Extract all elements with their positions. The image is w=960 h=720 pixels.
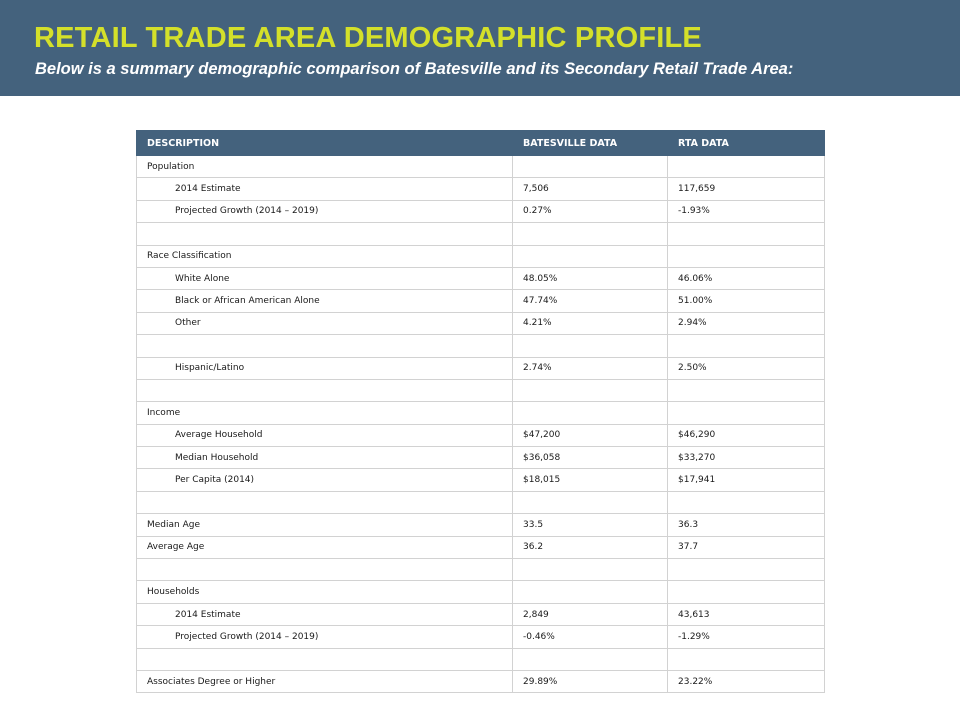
row-rta-value: 37.7 bbox=[668, 536, 825, 558]
row-batesville-value bbox=[513, 156, 668, 178]
table-row bbox=[137, 223, 825, 245]
row-batesville-value: 33.5 bbox=[513, 514, 668, 536]
table-row bbox=[137, 335, 825, 357]
row-description: Per Capita (2014) bbox=[137, 469, 513, 491]
table-row bbox=[137, 178, 825, 200]
row-description: Projected Growth (2014 – 2019) bbox=[137, 626, 513, 648]
page-subtitle: Below is a summary demographic comparison of Batesville and its Secondary Retail Trade Area: bbox=[35, 60, 794, 78]
row-rta-value: -1.29% bbox=[668, 626, 825, 648]
row-batesville-value bbox=[513, 223, 668, 245]
row-batesville-value: 2,849 bbox=[513, 603, 668, 625]
row-description: 2014 Estimate bbox=[137, 178, 513, 200]
row-batesville-value bbox=[513, 648, 668, 670]
row-description: White Alone bbox=[137, 267, 513, 289]
row-description: Projected Growth (2014 – 2019) bbox=[137, 200, 513, 222]
row-rta-value: 2.50% bbox=[668, 357, 825, 379]
row-rta-value: $46,290 bbox=[668, 424, 825, 446]
row-rta-value: 117,659 bbox=[668, 178, 825, 200]
table-row bbox=[137, 156, 825, 178]
row-description: Hispanic/Latino bbox=[137, 357, 513, 379]
row-batesville-value: 36.2 bbox=[513, 536, 668, 558]
row-description: Median Age bbox=[137, 514, 513, 536]
row-batesville-value: 4.21% bbox=[513, 312, 668, 334]
row-batesville-value: 7,506 bbox=[513, 178, 668, 200]
header-banner bbox=[0, 0, 960, 96]
row-description bbox=[137, 491, 513, 513]
table-row bbox=[137, 581, 825, 603]
row-rta-value bbox=[668, 379, 825, 401]
column-header-description: DESCRIPTION bbox=[137, 131, 513, 156]
table-row bbox=[137, 626, 825, 648]
table-row bbox=[137, 290, 825, 312]
column-header-batesville: BATESVILLE DATA bbox=[513, 131, 668, 156]
row-description bbox=[137, 223, 513, 245]
row-description bbox=[137, 335, 513, 357]
row-description: Black or African American Alone bbox=[137, 290, 513, 312]
row-batesville-value: 2.74% bbox=[513, 357, 668, 379]
table-row bbox=[137, 312, 825, 334]
table-row bbox=[137, 402, 825, 424]
row-description: Average Household bbox=[137, 424, 513, 446]
row-batesville-value bbox=[513, 559, 668, 581]
row-description bbox=[137, 559, 513, 581]
row-rta-value bbox=[668, 491, 825, 513]
row-batesville-value: 0.27% bbox=[513, 200, 668, 222]
row-rta-value: $17,941 bbox=[668, 469, 825, 491]
row-description bbox=[137, 379, 513, 401]
row-rta-value bbox=[668, 648, 825, 670]
row-rta-value: 46.06% bbox=[668, 267, 825, 289]
table-row bbox=[137, 357, 825, 379]
row-description: Population bbox=[137, 156, 513, 178]
row-rta-value bbox=[668, 335, 825, 357]
table-row bbox=[137, 267, 825, 289]
row-rta-value bbox=[668, 402, 825, 424]
table-row bbox=[137, 670, 825, 692]
row-batesville-value bbox=[513, 335, 668, 357]
row-rta-value bbox=[668, 156, 825, 178]
row-rta-value bbox=[668, 559, 825, 581]
row-batesville-value bbox=[513, 491, 668, 513]
row-rta-value bbox=[668, 223, 825, 245]
row-rta-value: 43,613 bbox=[668, 603, 825, 625]
row-rta-value: $33,270 bbox=[668, 447, 825, 469]
table-row bbox=[137, 514, 825, 536]
row-batesville-value: $18,015 bbox=[513, 469, 668, 491]
demographic-table bbox=[136, 130, 825, 693]
row-batesville-value: -0.46% bbox=[513, 626, 668, 648]
table-row bbox=[137, 245, 825, 267]
table-row bbox=[137, 200, 825, 222]
row-rta-value: 51.00% bbox=[668, 290, 825, 312]
page-title: RETAIL TRADE AREA DEMOGRAPHIC PROFILE bbox=[34, 22, 702, 54]
row-batesville-value bbox=[513, 402, 668, 424]
row-rta-value: 2.94% bbox=[668, 312, 825, 334]
row-description: Households bbox=[137, 581, 513, 603]
row-rta-value bbox=[668, 245, 825, 267]
row-batesville-value: $36,058 bbox=[513, 447, 668, 469]
table-row bbox=[137, 648, 825, 670]
row-batesville-value: 29.89% bbox=[513, 670, 668, 692]
row-description: Associates Degree or Higher bbox=[137, 670, 513, 692]
row-rta-value: 36.3 bbox=[668, 514, 825, 536]
row-batesville-value bbox=[513, 379, 668, 401]
table-body bbox=[137, 156, 825, 693]
row-description: Average Age bbox=[137, 536, 513, 558]
table-row bbox=[137, 447, 825, 469]
table-row bbox=[137, 559, 825, 581]
table-row bbox=[137, 603, 825, 625]
table-header-row bbox=[137, 131, 825, 156]
row-description: Income bbox=[137, 402, 513, 424]
row-rta-value: 23.22% bbox=[668, 670, 825, 692]
row-description: Median Household bbox=[137, 447, 513, 469]
row-batesville-value: $47,200 bbox=[513, 424, 668, 446]
table-row bbox=[137, 379, 825, 401]
row-batesville-value: 47.74% bbox=[513, 290, 668, 312]
table-row bbox=[137, 491, 825, 513]
row-rta-value bbox=[668, 581, 825, 603]
row-description: 2014 Estimate bbox=[137, 603, 513, 625]
table-row bbox=[137, 424, 825, 446]
row-batesville-value: 48.05% bbox=[513, 267, 668, 289]
column-header-rta: RTA DATA bbox=[668, 131, 825, 156]
row-rta-value: -1.93% bbox=[668, 200, 825, 222]
row-batesville-value bbox=[513, 581, 668, 603]
row-description: Other bbox=[137, 312, 513, 334]
row-description: Race Classification bbox=[137, 245, 513, 267]
table-row bbox=[137, 536, 825, 558]
table-row bbox=[137, 469, 825, 491]
row-batesville-value bbox=[513, 245, 668, 267]
row-description bbox=[137, 648, 513, 670]
